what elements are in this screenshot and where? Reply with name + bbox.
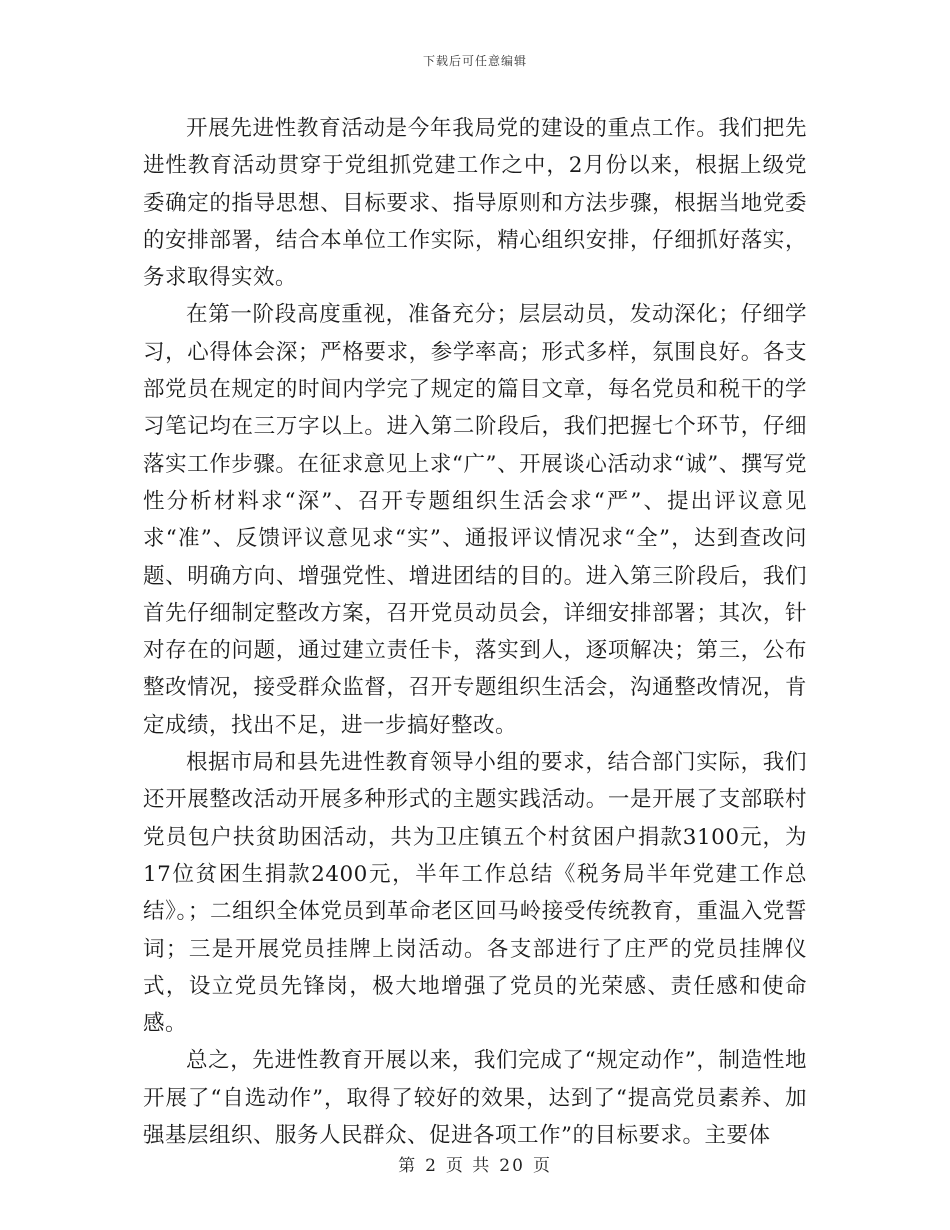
total-page-count: 20	[499, 1156, 525, 1176]
page-footer	[0, 1151, 950, 1176]
paragraph-2: 在第一阶段高度重视，准备充分；层层动员，发动深化；仔细学习，心得体会深；严格要求，参学率高；形式多样，氛围良好。各支部党员在规定的时间内学完了规定的篇目文章，每名党员和税干的学习笔记均在三万字以上。进入第二阶段后，我们把握七个环节，仔细落实工作步骤。在征求意见上求“广”、开展谈心活动求“诚”、撰写党性分析材料求“深”、召开专题组织生活会求“严”、提出评议意见求“准”、反馈评议意见求“实”、通报评议情况求“全”，达到查改问题、明确方向、增强党性、增进团结的目的。进入第三阶段后，我们首先仔细制定整改方案，召开党员动员会，详细安排部署；其次，针对存在的问题，通过建立责任卡，落实到人，逐项解决；第三，公布整改情况，接受群众监督，召开专题组织生活会，沟通整改情况，肯定成绩，找出不足，进一步搞好整改。	[143, 302, 807, 738]
page-header-note: 下载后可任意编辑	[422, 54, 527, 68]
document-body	[143, 110, 807, 1154]
footer-prefix: 第	[398, 1156, 418, 1176]
paragraph-4: 总之，先进性教育开展以来，我们完成了“规定动作”，制造性地开展了“自选动作”，取得了较好的效果，达到了“提高党员素养、加强基层组织、服务人民群众、促进各项工作”的目标要求。主要体	[143, 1048, 807, 1149]
current-page-number: 2	[425, 1156, 438, 1176]
paragraph-3: 根据市局和县先进性教育领导小组的要求，结合部门实际，我们还开展整改活动开展多种形式的主题实践活动。一是开展了支部联村党员包户扶贫助困活动，共为卫庄镇五个村贫困户捐款3100元，为17位贫困生捐款2400元，半年工作总结《税务局半年党建工作总结》。；二组织全体党员到革命老区回马岭接受传统教育，重温入党誓词；三是开展党员挂牌上岗活动。各支部进行了庄严的党员挂牌仪式，设立党员先锋岗，极大地增强了党员的光荣感、责任感和使命感。	[143, 750, 807, 1037]
footer-suffix: 页	[532, 1156, 552, 1176]
paragraph-1: 开展先进性教育活动是今年我局党的建设的重点工作。我们把先进性教育活动贯穿于党组抓党建工作之中，2月份以来，根据上级党委确定的指导思想、目标要求、指导原则和方法步骤，根据当地党委的安排部署，结合本单位工作实际，精心组织安排，仔细抓好落实，务求取得实效。	[143, 116, 807, 291]
footer-middle: 页 共	[445, 1156, 492, 1176]
